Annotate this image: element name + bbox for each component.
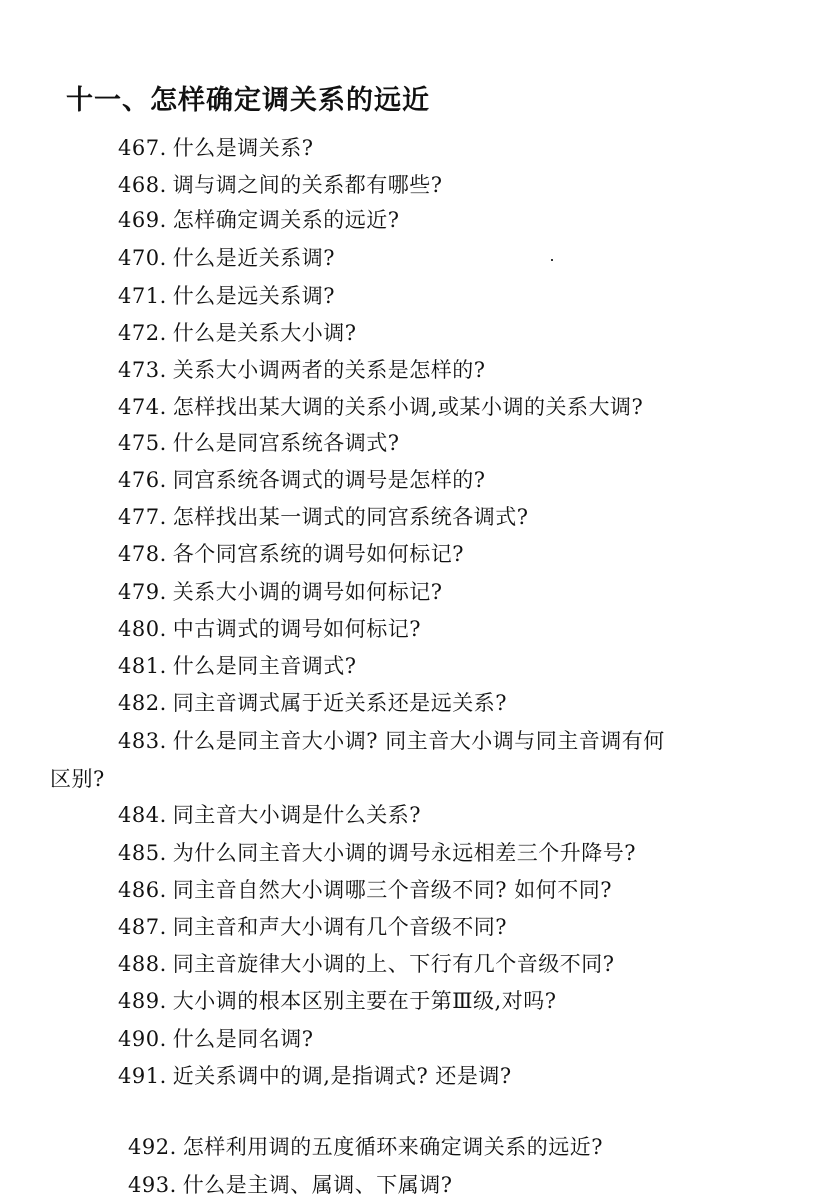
question-text: 什么是调关系? [172,136,314,160]
question-number: 482. [118,691,167,715]
question-number: 483. [118,729,167,753]
question-item [118,205,400,235]
question-number: 477. [118,505,167,529]
section-heading: 十一、怎样确定调关系的远近 [66,85,430,116]
question-item [118,949,615,979]
question-item [118,875,612,905]
question-text: 同主音调式属于近关系还是远关系? [172,691,508,715]
question-item [118,539,464,569]
question-item [118,1061,512,1091]
question-item [118,170,443,200]
question-number: 492. [128,1135,177,1159]
question-text: 什么是同名调? [172,1027,314,1051]
question-text: 什么是同宫系统各调式? [172,431,400,455]
question-text: 同主音和声大小调有几个音级不同? [172,915,508,939]
question-text: 怎样确定调关系的远近? [172,208,400,232]
question-text: 什么是关系大小调? [172,321,357,345]
question-item [118,651,357,681]
question-item [118,281,335,311]
question-text: 什么是远关系调? [172,284,336,308]
question-item [118,133,314,163]
question-item [118,502,529,532]
question-text: 关系大小调的调号如何标记? [172,580,443,604]
question-item [118,355,486,385]
question-text: 什么是近关系调? [172,246,336,270]
question-text: 各个同宫系统的调号如何标记? [172,542,465,566]
question-item [118,1024,314,1054]
question-text: 什么是同主音大小调? 同主音大小调与同主音调有何 [172,729,665,753]
question-number: 470. [118,246,167,270]
question-number: 473. [118,358,167,382]
question-text: 同主音旋律大小调的上、下行有几个音级不同? [172,952,615,976]
question-number: 468. [118,173,167,197]
question-item [118,912,507,942]
question-item [118,577,443,607]
question-text-continuation: 区别? [50,767,105,791]
question-item [118,986,556,1016]
question-text: 中古调式的调号如何标记? [172,617,422,641]
question-item [118,838,636,868]
question-item [118,318,357,348]
question-number: 479. [118,580,167,604]
question-text: 什么是同主音调式? [172,654,357,678]
question-number: 474. [118,395,167,419]
question-item [118,800,421,830]
question-number: 488. [118,952,167,976]
question-item [118,465,486,495]
question-number: 471. [118,284,167,308]
question-text: 同宫系统各调式的调号是怎样的? [172,468,486,492]
question-number: 478. [118,542,167,566]
question-number: 484. [118,803,167,827]
question-text: 调与调之间的关系都有哪些? [172,173,443,197]
question-item [118,392,643,422]
question-text: 怎样利用调的五度循环来确定调关系的远近? [182,1135,604,1159]
question-number: 486. [118,878,167,902]
question-text: 大小调的根本区别主要在于第Ⅲ级,对吗? [172,989,557,1013]
question-number: 480. [118,617,167,641]
question-text: 怎样找出某一调式的同宫系统各调式? [172,505,529,529]
question-number: 491. [118,1064,167,1088]
question-text: 近关系调中的调,是指调式? 还是调? [172,1064,512,1088]
question-number: 489. [118,989,167,1013]
question-number: 469. [118,208,167,232]
question-number: 475. [118,431,167,455]
question-text: 为什么同主音大小调的调号永远相差三个升降号? [172,841,637,865]
question-item [128,1132,603,1162]
question-number: 487. [118,915,167,939]
question-item [128,1170,453,1200]
question-number: 490. [118,1027,167,1051]
question-number: 472. [118,321,167,345]
question-number: 476. [118,468,167,492]
question-text: 怎样找出某大调的关系小调,或某小调的关系大调? [172,395,644,419]
question-text: 同主音自然大小调哪三个音级不同? 如何不同? [172,878,612,902]
question-item [118,428,400,458]
question-item [118,614,421,644]
question-number: 485. [118,841,167,865]
question-number: 481. [118,654,167,678]
question-number: 493. [128,1173,177,1197]
question-text: 关系大小调两者的关系是怎样的? [172,358,486,382]
scan-speck [551,259,553,261]
question-text: 什么是主调、属调、下属调? [182,1173,453,1197]
question-number: 467. [118,136,167,160]
question-item [118,243,335,273]
question-text: 同主音大小调是什么关系? [172,803,422,827]
question-item [118,726,665,756]
question-item [118,688,507,718]
